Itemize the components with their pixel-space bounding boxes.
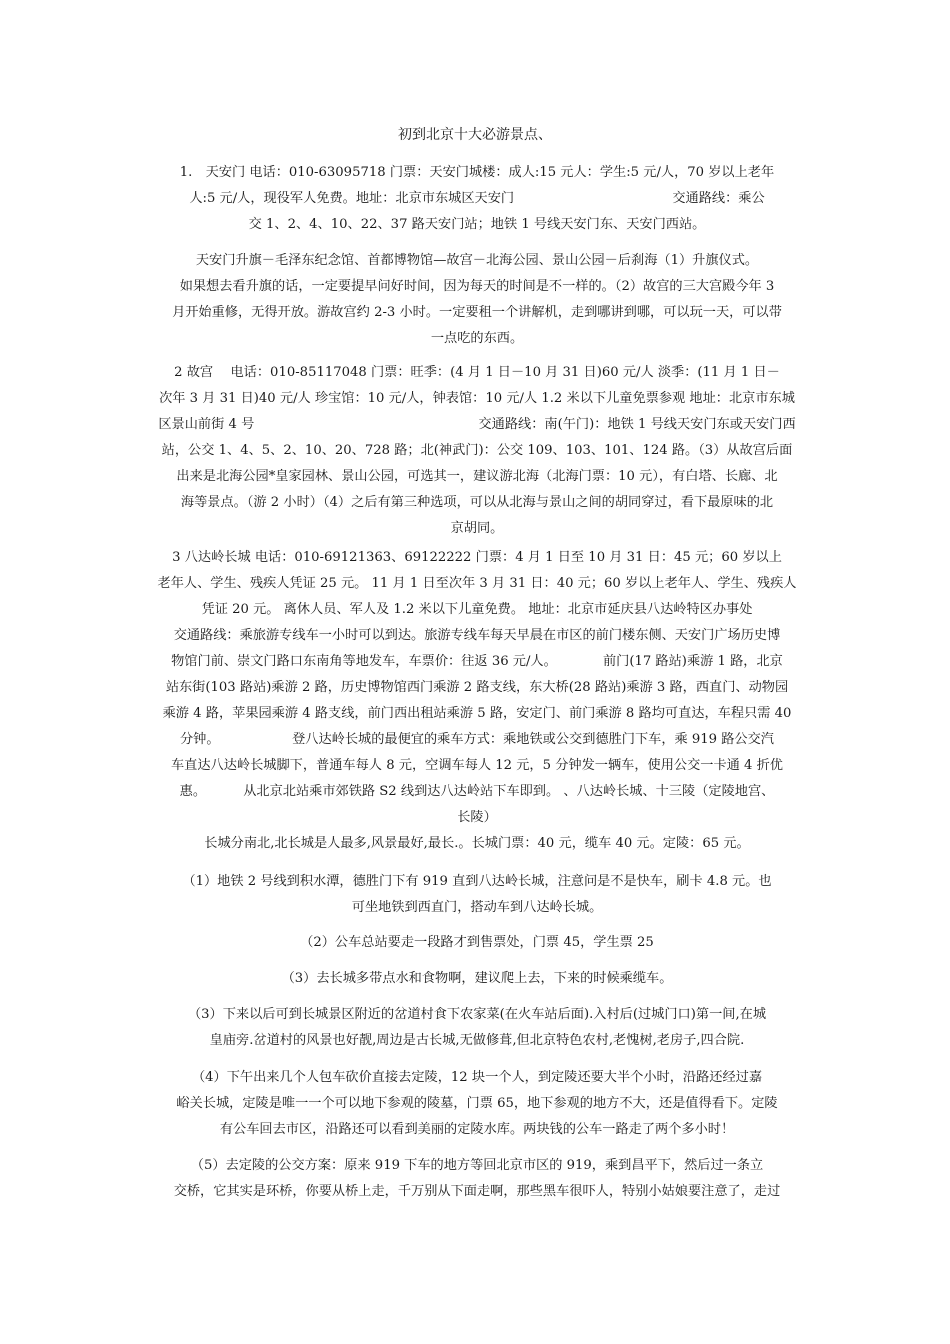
text-line: （5）去定陵的公交方案：原来 919 下车的地方等回北京市区的 919，乘到昌平下，然后过一条立 [190,1158,764,1173]
text-line: 有公车回去市区，沿路还可以看到美丽的定陵水库。两块钱的公车一路走了两个多小时！ [219,1122,735,1137]
text-line: 京胡同。 [450,521,504,536]
text-line: 峪关长城，定陵是唯一一个可以地下参观的陵墓，门票 65，地下参观的地方不大，还是值得看下。定陵 [176,1096,778,1111]
text-line: 长陵） [457,810,497,825]
text-line: 车直达八达岭长城脚下，普通车每人 8 元，空调车每人 12 元，5 分钟发一辆车，使用公交一卡通 4 折优 [171,758,783,773]
text-line: 分钟。 登八达岭长城的最便宜的乘车方式：乘地铁或公交到德胜门下车，乘 919 路公交汽 [179,732,774,747]
text-line: 长城分南北,北长城是人最多,风景最好,最长.。长城门票：40 元，缆车 40 元。定陵：65 元。 [204,836,750,851]
section-tiananmen [147,160,807,238]
text-line: 一点吃的东西。 [430,331,524,346]
text-line: 次年 3 月 31 日)40 元/人 珍宝馆：10 元/人，钟表馆：10 元/人 1.2 米以下儿童免票参观 地址：北京市东城 [159,391,795,406]
text-line: 交 1、2、4、10、22、37 路天安门站；地铁 1 号线天安门东、天安门西站。 [248,217,706,232]
text-line: 3 八达岭长城 电话：010-69121363、69122222 门票：4 月 1 日至 10 月 31 日：45 元；60 岁以上 [172,550,782,565]
section-tip-3b [147,1002,807,1054]
text-line: 1. 天安门 电话：010-63095718 门票：天安门城楼：成人:15 元人：学生:5 元/人，70 岁以上老年 [179,165,775,180]
text-line: 站，公交 1、4、5、2、10、20、728 路；北(神武门)：公交 109、103、101、124 路。（3）从故宫后面 [161,443,793,458]
text-line: 出来是北海公园*皇家园林、景山公园，可选其一，建议游北海（北海门票：10 元），有白塔、长廊、北 [176,469,778,484]
text-line: 站东街(103 路站)乘游 2 路，历史博物馆西门乘游 2 路支线，东大桥(28 路站)乘游 3 路，西直门、动物园 [165,680,789,695]
text-line: 如果想去看升旗的话，一定要提早问好时间，因为每天的时间是不一样的。（2）故宫的三大宫殿今年 3 [179,279,775,294]
text-line: 可坐地铁到西直门，搭动车到八达岭长城。 [351,900,603,915]
section-badaling [147,545,819,831]
text-line: 乘游 4 路，苹果园乘游 4 路支线，前门西出租站乘游 5 路，安定门、前门乘游 8 路均可直达，车程只需 40 [162,706,792,721]
section-tip-5 [147,1153,807,1205]
text-line: （3）下来以后可到长城景区附近的岔道村食下农家菜(在火车站后面).入村后(过城门口)第一间,在城 [187,1007,767,1022]
section-changcheng-price [147,831,807,857]
text-line: 2 故宫 电话：010-85117048 门票：旺季：(4 月 1 日－10 月 31 日)60 元/人 淡季：(11 月 1 日－ [174,365,780,380]
section-tip-4 [147,1065,807,1143]
text-line: 天安门升旗－毛泽东纪念馆、首都博物馆—故宫－北海公园、景山公园－后刹海（1）升旗仪式。 [195,253,759,268]
text-line: 区景山前街 4 号 交通路线：南(午门)：地铁 1 号线天安门东或天安门西 [158,417,796,432]
text-line: 老年人、学生、残疾人凭证 25 元。 11 月 1 日至次年 3 月 31 日：40 元；60 岁以上老年人、学生、残疾人 [157,576,797,591]
text-line: （4）下午出来几个人包车砍价直接去定陵，12 块一个人，到定陵还要大半个小时，沿路还经过嘉 [191,1070,763,1085]
section-tip-3a [147,966,807,992]
text-line: 凭证 20 元。 离休人员、军人及 1.2 米以下儿童免费。 地址：北京市延庆县八达岭特区办事处 [201,602,819,617]
text-line: 惠。 从北京北站乘市郊铁路 S2 线到达八达岭站下车即到。 、八达岭长城、十三陵（定陵地宫、 [179,784,775,799]
text-line: 海等景点。（游 2 小时）（4）之后有第三种选项，可以从北海与景山之间的胡同穿过，看下最原味的北 [180,495,774,510]
text-line: 人:5 元/人，现役军人免费。地址：北京市东城区天安门 交通路线：乘公 [189,191,765,206]
section-tip-2 [147,930,807,956]
document-title: 初到北京十大必游景点、 [398,127,552,143]
text-line: （1）地铁 2 号线到积水潭，德胜门下有 919 直到八达岭长城，注意问是不是快车，刷卡 4.8 元。也 [182,874,772,889]
text-line: 皇庙旁.岔道村的风景也好靓,周边是古长城,无做修葺,但北京特色农村,老愧树,老房子,四合院. [209,1033,745,1048]
text-line: （3）去长城多带点水和食物啊，建议爬上去，下来的时候乘缆车。 [281,971,673,986]
section-tip-1 [147,869,807,921]
section-tiananmen-route [147,248,807,352]
text-line: 交通路线：乘旅游专线车一小时可以到达。旅游专线车每天早晨在市区的前门楼东侧、天安门广场历史博 [173,628,781,643]
text-line: 交桥，它其实是环桥，你要从桥上走，千万别从下面走啊，那些黑车很吓人，特别小姑娘要注意了，走过 [173,1184,781,1199]
section-gugong [147,360,807,542]
text-line: （2）公车总站要走一段路才到售票处，门票 45，学生票 25 [300,935,654,950]
text-line: 物馆门前、崇文门路口东南角等地发车，车票价：往返 36 元/人。 前门(17 路站)乘游 1 路，北京 [171,654,783,669]
text-line: 月开始重修，无得开放。游故宫约 2-3 小时。一定要租一个讲解机，走到哪讲到哪，可以玩一天，可以带 [172,305,782,320]
